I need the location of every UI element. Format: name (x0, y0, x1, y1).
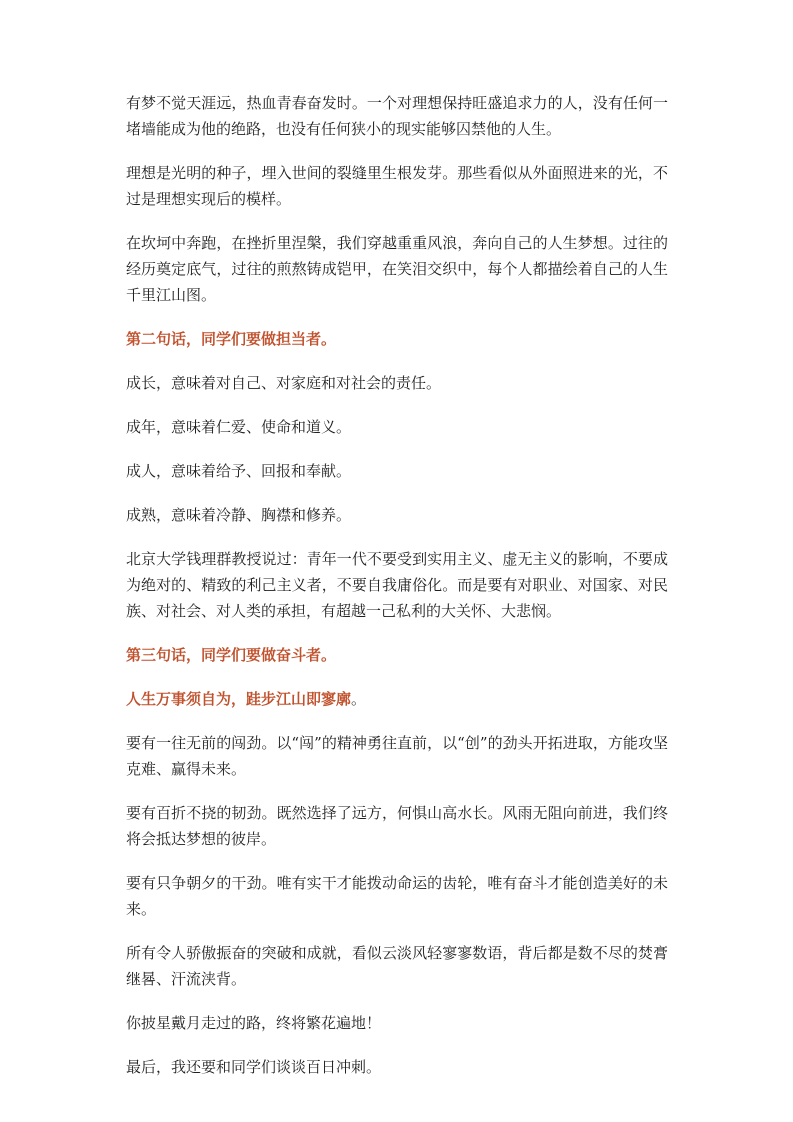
paragraph: 你披星戴月走过的路，终将繁花遍地！ (126, 1014, 382, 1032)
paragraph: 要有百折不挠的韧劲。既然选择了远方，何惧山高水长。风雨无阻向前进，我们终将会抵达梦想的彼岸。 (126, 804, 668, 848)
section-heading (126, 326, 668, 352)
heading-tail: 。 (351, 690, 367, 708)
heading-text: 第三句话，同学们要做奋斗者。 (126, 646, 337, 664)
paragraph: 在坎坷中奔跑，在挫折里涅槃，我们穿越重重风浪，奔向自己的人生梦想。过往的经历奠定底气，过往的煎熬铸成铠甲，在笑泪交织中，每个人都描绘着自己的人生千里江山图。 (126, 234, 668, 304)
paragraph: 成年，意味着仁爱、使命和道义。 (126, 418, 352, 436)
heading-text: 第二句话，同学们要做担当者。 (126, 330, 337, 348)
sub-heading (126, 686, 668, 712)
heading-text: 人生万事须自为，跬步江山即寥廓 (126, 690, 352, 708)
document-body (126, 90, 668, 1098)
section-heading (126, 642, 668, 668)
paragraph: 理想是光明的种子，埋入世间的裂缝里生根发芽。那些看似从外面照进来的光，不过是理想实现后的模样。 (126, 164, 668, 208)
paragraph: 要有只争朝夕的干劲。唯有实干才能拨动命运的齿轮，唯有奋斗才能创造美好的未来。 (126, 874, 668, 918)
paragraph: 所有令人骄傲振奋的突破和成就，看似云淡风轻寥寥数语，背后都是数不尽的焚膏继晷、汗流浃背。 (126, 944, 668, 988)
paragraph: 北京大学钱理群教授说过：青年一代不要受到实用主义、虚无主义的影响，不要成为绝对的、精致的利己主义者，不要自我庸俗化。而是要有对职业、对国家、对民族、对社会、对人类的承担，有超越一己私利的大关怀、大悲悯。 (126, 550, 668, 620)
paragraph: 成人，意味着给予、回报和奉献。 (126, 462, 352, 480)
paragraph: 要有一往无前的闯劲。以“闯”的精神勇往直前，以“创”的劲头开拓进取，方能攻坚克难、赢得未来。 (126, 734, 668, 778)
paragraph: 成熟，意味着冷静、胸襟和修养。 (126, 506, 352, 524)
paragraph: 成长，意味着对自己、对家庭和对社会的责任。 (126, 374, 442, 392)
paragraph: 最后，我还要和同学们谈谈百日冲刺。 (126, 1058, 382, 1076)
paragraph: 有梦不觉天涯远，热血青春奋发时。一个对理想保持旺盛追求力的人，没有任何一堵墙能成为他的绝路，也没有任何狭小的现实能够囚禁他的人生。 (126, 94, 668, 138)
